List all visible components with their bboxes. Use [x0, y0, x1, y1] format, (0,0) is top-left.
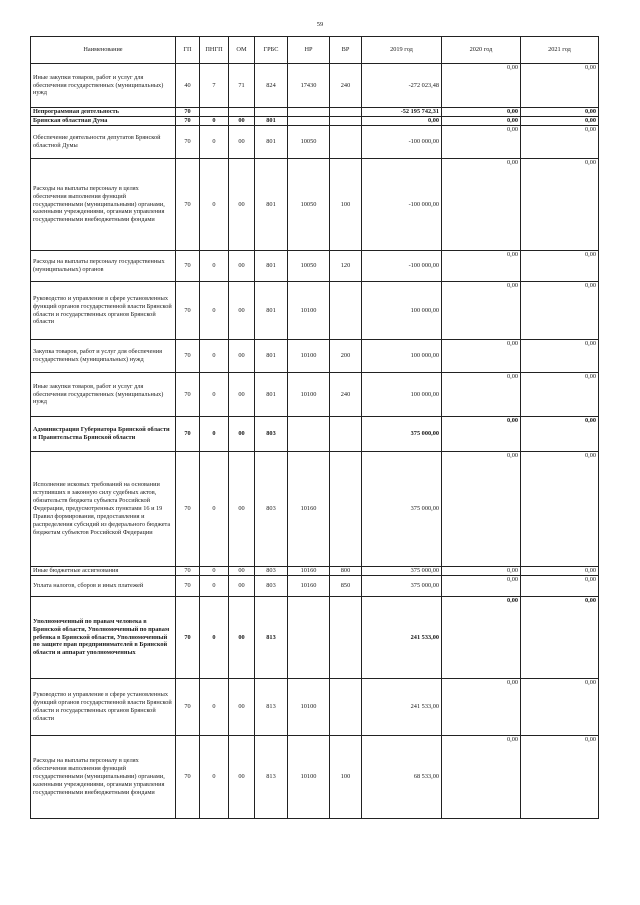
- gp-cell: 70: [176, 576, 200, 597]
- nr-cell: 10050: [288, 159, 330, 251]
- gp-cell: 70: [176, 126, 200, 159]
- row-name: Руководство и управление в сфере установленных функций органов государственной власти Брянской области и государственных органов Брянской области: [31, 679, 176, 736]
- om-cell: 00: [229, 452, 255, 567]
- value-2021: 0,00: [521, 567, 599, 576]
- nr-cell: [288, 597, 330, 679]
- pngp-cell: 7: [200, 64, 229, 108]
- om-cell: 71: [229, 64, 255, 108]
- table-row: [31, 108, 599, 117]
- row-name: Обеспечение деятельности депутатов Брянской областной Думы: [31, 126, 176, 159]
- grbs-cell: 801: [255, 126, 288, 159]
- value-2020: 0,00: [442, 567, 521, 576]
- value-2019: 241 533,00: [362, 597, 442, 679]
- row-name: Закупка товаров, работ и услуг для обеспечения государственных (муниципальных) нужд: [31, 340, 176, 373]
- nr-cell: 10050: [288, 126, 330, 159]
- table-row: [31, 340, 599, 373]
- gp-cell: 40: [176, 64, 200, 108]
- row-name: Расходы на выплаты персоналу в целях обеспечения выполнения функций государственными (муниципальными) органами, казенными учреждениями, органами управления государственными внебюджетными фондами: [31, 736, 176, 819]
- row-name: Расходы на выплаты персоналу в целях обеспечения выполнения функций государственными (муниципальными) органами, казенными учреждениями, органами управления государственными внебюджетными фондами: [31, 159, 176, 251]
- table-row: [31, 567, 599, 576]
- value-2020: 0,00: [442, 108, 521, 117]
- value-2020: 0,00: [442, 597, 521, 679]
- table-row: [31, 159, 599, 251]
- value-2021: 0,00: [521, 576, 599, 597]
- pngp-cell: 0: [200, 126, 229, 159]
- value-2019: 375 000,00: [362, 452, 442, 567]
- gp-cell: 70: [176, 251, 200, 282]
- nr-cell: 10100: [288, 282, 330, 340]
- value-2021: 0,00: [521, 736, 599, 819]
- om-cell: 00: [229, 417, 255, 452]
- value-2020: 0,00: [442, 576, 521, 597]
- gp-cell: 70: [176, 282, 200, 340]
- om-cell: 00: [229, 126, 255, 159]
- row-name: Администрация Губернатора Брянской области и Правительства Брянской области: [31, 417, 176, 452]
- vr-cell: 800: [330, 567, 362, 576]
- value-2019: 68 533,00: [362, 736, 442, 819]
- nr-cell: 10100: [288, 340, 330, 373]
- om-cell: 00: [229, 251, 255, 282]
- grbs-cell: 803: [255, 417, 288, 452]
- pngp-cell: 0: [200, 736, 229, 819]
- value-2020: 0,00: [442, 282, 521, 340]
- value-2020: 0,00: [442, 159, 521, 251]
- value-2019: -52 195 742,31: [362, 108, 442, 117]
- value-2020: 0,00: [442, 340, 521, 373]
- pngp-cell: 0: [200, 159, 229, 251]
- value-2019: 375 000,00: [362, 576, 442, 597]
- vr-cell: [330, 117, 362, 126]
- header-2020: 2020 год: [442, 37, 521, 64]
- vr-cell: [330, 126, 362, 159]
- gp-cell: 70: [176, 417, 200, 452]
- nr-cell: 10100: [288, 679, 330, 736]
- value-2021: 0,00: [521, 159, 599, 251]
- table-row: [31, 282, 599, 340]
- om-cell: 00: [229, 567, 255, 576]
- value-2020: 0,00: [442, 417, 521, 452]
- gp-cell: 70: [176, 373, 200, 417]
- value-2021: 0,00: [521, 417, 599, 452]
- value-2020: 0,00: [442, 452, 521, 567]
- value-2019: 0,00: [362, 117, 442, 126]
- table-row: [31, 373, 599, 417]
- grbs-cell: 813: [255, 736, 288, 819]
- gp-cell: 70: [176, 117, 200, 126]
- vr-cell: [330, 597, 362, 679]
- grbs-cell: 813: [255, 597, 288, 679]
- gp-cell: 70: [176, 108, 200, 117]
- om-cell: 00: [229, 340, 255, 373]
- gp-cell: 70: [176, 597, 200, 679]
- om-cell: 00: [229, 576, 255, 597]
- gp-cell: 70: [176, 159, 200, 251]
- grbs-cell: [255, 108, 288, 117]
- gp-cell: 70: [176, 452, 200, 567]
- value-2021: 0,00: [521, 251, 599, 282]
- pngp-cell: 0: [200, 373, 229, 417]
- value-2021: 0,00: [521, 597, 599, 679]
- header-gp: ГП: [176, 37, 200, 64]
- value-2021: 0,00: [521, 373, 599, 417]
- om-cell: 00: [229, 736, 255, 819]
- value-2019: 241 533,00: [362, 679, 442, 736]
- vr-cell: 200: [330, 340, 362, 373]
- vr-cell: 100: [330, 159, 362, 251]
- row-name: Иные закупки товаров, работ и услуг для обеспечения государственных (муниципальных) нужд: [31, 64, 176, 108]
- om-cell: 00: [229, 597, 255, 679]
- table-row: [31, 452, 599, 567]
- nr-cell: [288, 417, 330, 452]
- value-2019: 100 000,00: [362, 373, 442, 417]
- grbs-cell: 801: [255, 117, 288, 126]
- header-om: ОМ: [229, 37, 255, 64]
- vr-cell: 100: [330, 736, 362, 819]
- table-row: [31, 736, 599, 819]
- pngp-cell: 0: [200, 251, 229, 282]
- row-name: Иные закупки товаров, работ и услуг для обеспечения государственных (муниципальных) нужд: [31, 373, 176, 417]
- value-2021: 0,00: [521, 452, 599, 567]
- om-cell: [229, 108, 255, 117]
- nr-cell: 10160: [288, 452, 330, 567]
- value-2020: 0,00: [442, 251, 521, 282]
- om-cell: 00: [229, 679, 255, 736]
- value-2019: -100 000,00: [362, 251, 442, 282]
- header-nr: НР: [288, 37, 330, 64]
- vr-cell: [330, 452, 362, 567]
- grbs-cell: 801: [255, 340, 288, 373]
- pngp-cell: 0: [200, 282, 229, 340]
- pngp-cell: 0: [200, 679, 229, 736]
- om-cell: 00: [229, 373, 255, 417]
- grbs-cell: 801: [255, 373, 288, 417]
- value-2021: 0,00: [521, 340, 599, 373]
- nr-cell: 10100: [288, 373, 330, 417]
- pngp-cell: 0: [200, 117, 229, 126]
- vr-cell: [330, 417, 362, 452]
- pngp-cell: 0: [200, 417, 229, 452]
- value-2021: 0,00: [521, 126, 599, 159]
- vr-cell: [330, 679, 362, 736]
- pngp-cell: 0: [200, 340, 229, 373]
- row-name: Непрограммная деятельность: [31, 108, 176, 117]
- value-2021: 0,00: [521, 282, 599, 340]
- header-grbs: ГРБС: [255, 37, 288, 64]
- vr-cell: [330, 108, 362, 117]
- table-row: [31, 417, 599, 452]
- value-2020: 0,00: [442, 373, 521, 417]
- value-2021: 0,00: [521, 108, 599, 117]
- row-name: Иные бюджетные ассигнования: [31, 567, 176, 576]
- value-2021: 0,00: [521, 64, 599, 108]
- row-name: Уплата налогов, сборов и иных платежей: [31, 576, 176, 597]
- value-2020: 0,00: [442, 679, 521, 736]
- row-name: Исполнение исковых требований на основании вступивших в законную силу судебных актов, обязательств бюджета субъекта Российской Федерации, предусмотренных пунктами 16 и 19 Правил формирования, предоставления и распределения субсидий из федерального бюджета бюджетам субъектов Российской Федерации: [31, 452, 176, 567]
- value-2021: 0,00: [521, 679, 599, 736]
- table-body: [31, 64, 599, 819]
- om-cell: 00: [229, 282, 255, 340]
- table-row: [31, 117, 599, 126]
- header-2021: 2021 год: [521, 37, 599, 64]
- grbs-cell: 803: [255, 576, 288, 597]
- nr-cell: [288, 108, 330, 117]
- table-row: [31, 251, 599, 282]
- vr-cell: 240: [330, 64, 362, 108]
- row-name: Уполномоченный по правам человека в Брянской области, Уполномоченный по правам ребенка в Брянской области, Уполномоченный по защите прав предпринимателей в Брянской области и аппарат уполномоченных: [31, 597, 176, 679]
- page-number: 59: [316, 21, 324, 28]
- nr-cell: 10160: [288, 567, 330, 576]
- grbs-cell: 803: [255, 567, 288, 576]
- value-2019: -100 000,00: [362, 159, 442, 251]
- grbs-cell: 803: [255, 452, 288, 567]
- row-name: Брянская областная Дума: [31, 117, 176, 126]
- value-2021: 0,00: [521, 117, 599, 126]
- table-row: [31, 597, 599, 679]
- om-cell: 00: [229, 117, 255, 126]
- value-2020: 0,00: [442, 64, 521, 108]
- gp-cell: 70: [176, 567, 200, 576]
- table-row: [31, 679, 599, 736]
- pngp-cell: 0: [200, 576, 229, 597]
- table-row: [31, 64, 599, 108]
- header-2019: 2019 год: [362, 37, 442, 64]
- value-2019: 100 000,00: [362, 340, 442, 373]
- nr-cell: 17430: [288, 64, 330, 108]
- header-name: Наименование: [31, 37, 176, 64]
- gp-cell: 70: [176, 679, 200, 736]
- row-name: Расходы на выплаты персоналу государственных (муниципальных) органов: [31, 251, 176, 282]
- gp-cell: 70: [176, 340, 200, 373]
- header-row: [31, 37, 599, 64]
- grbs-cell: 801: [255, 282, 288, 340]
- pngp-cell: 0: [200, 452, 229, 567]
- table-row: [31, 576, 599, 597]
- om-cell: 00: [229, 159, 255, 251]
- pngp-cell: [200, 108, 229, 117]
- grbs-cell: 801: [255, 251, 288, 282]
- table-row: [31, 126, 599, 159]
- vr-cell: 850: [330, 576, 362, 597]
- vr-cell: [330, 282, 362, 340]
- grbs-cell: 813: [255, 679, 288, 736]
- header-vr: ВР: [330, 37, 362, 64]
- pngp-cell: 0: [200, 567, 229, 576]
- budget-table: [30, 36, 599, 819]
- header-pngp: ПНГП: [200, 37, 229, 64]
- gp-cell: 70: [176, 736, 200, 819]
- value-2019: -100 000,00: [362, 126, 442, 159]
- vr-cell: 240: [330, 373, 362, 417]
- value-2020: 0,00: [442, 126, 521, 159]
- nr-cell: 10050: [288, 251, 330, 282]
- row-name: Руководство и управление в сфере установленных функций органов государственной власти Брянской области и государственных органов Брянской области: [31, 282, 176, 340]
- value-2019: 375 000,00: [362, 417, 442, 452]
- value-2019: -272 023,48: [362, 64, 442, 108]
- value-2019: 375 000,00: [362, 567, 442, 576]
- grbs-cell: 801: [255, 159, 288, 251]
- value-2020: 0,00: [442, 736, 521, 819]
- nr-cell: 10160: [288, 576, 330, 597]
- value-2020: 0,00: [442, 117, 521, 126]
- vr-cell: 120: [330, 251, 362, 282]
- nr-cell: 10100: [288, 736, 330, 819]
- value-2019: 100 000,00: [362, 282, 442, 340]
- pngp-cell: 0: [200, 597, 229, 679]
- grbs-cell: 824: [255, 64, 288, 108]
- nr-cell: [288, 117, 330, 126]
